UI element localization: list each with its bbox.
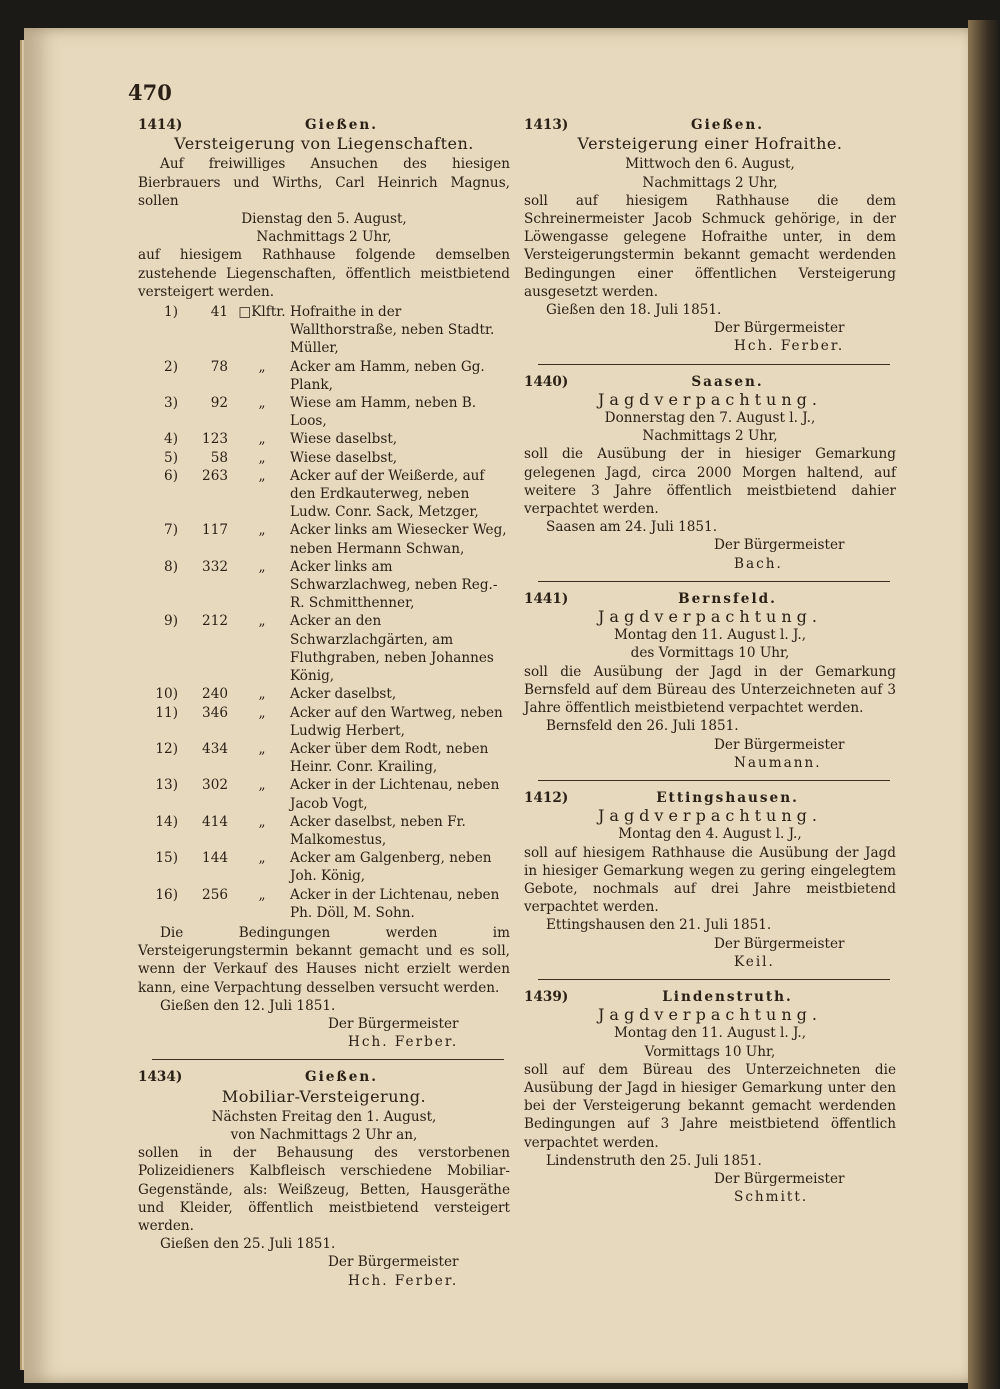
parcel-area: 117 — [202, 522, 228, 539]
parcel-description: Acker an den Schwarzlachgärten, am Fluthgraben, neben Johannes König, — [290, 613, 494, 685]
signature-name: Hch. Ferber. — [348, 1034, 459, 1051]
parcel-number: 11) — [155, 704, 178, 721]
parcel-unit: „ — [258, 686, 266, 703]
signature-name: Bach. — [734, 555, 783, 572]
notice-dateline: Saasen am 24. Juli 1851. — [546, 519, 718, 536]
divider — [538, 979, 890, 980]
notice-time: Nachmittags 2 Uhr, — [642, 174, 778, 191]
parcel-area: 212 — [202, 613, 228, 630]
notice-title: Versteigerung von Liegenschaften. — [174, 134, 474, 154]
parcel-number: 3) — [164, 395, 178, 412]
signature-name: Keil. — [734, 953, 775, 970]
notice-dateline: Ettingshausen den 21. Juli 1851. — [546, 917, 772, 934]
parcel-description: Acker links am Wiesecker Weg, neben Hermann Schwan, — [290, 522, 507, 557]
parcel-description: Acker auf den Wartweg, neben Ludwig Herbert, — [290, 704, 503, 739]
notice-title: Jagdverpachtung. — [597, 389, 822, 409]
parcel-row — [138, 813, 510, 849]
parcel-unit: „ — [258, 358, 266, 375]
notice-place: Ettingshausen. — [656, 789, 799, 806]
divider — [538, 364, 890, 365]
parcel-row — [138, 467, 510, 522]
notice-place: Gießen. — [304, 117, 378, 133]
parcel-number: 12) — [155, 740, 178, 757]
notice-text: soll auf dem Büreau des Unterzeichneten die Ausübung der Jagd in hiesiger Gemarkung unter den bei der Versteigerung bekannt gemacht werdenden Bedingungen auf 3 Jahre meistbietend öffentlich verpachtet werden. — [524, 1061, 896, 1151]
signature-title: Der Bürgermeister — [714, 736, 845, 753]
notice-date: Dienstag den 5. August, — [241, 211, 407, 228]
parcel-unit: „ — [258, 777, 266, 794]
parcel-row — [138, 521, 510, 557]
parcel-number: 5) — [164, 449, 178, 466]
parcel-unit: „ — [258, 449, 266, 466]
parcel-description: Acker am Hamm, neben Gg. Plank, — [290, 358, 485, 393]
parcel-row — [138, 685, 510, 703]
divider — [152, 1059, 504, 1060]
parcel-description: Wiese daselbst, — [290, 449, 398, 466]
parcel-description: Acker daselbst, neben Fr. Malkomestus, — [290, 813, 466, 848]
notice-text: soll die Ausübung der in hiesiger Gemarkung gelegenen Jagd, circa 2000 Morgen haltend, auf weitere 3 Jahre öffentlich meistbietend dahier verpachtet werden. — [524, 446, 896, 518]
notice-time: Vormittags 10 Uhr, — [644, 1043, 776, 1060]
parcel-description: Acker in der Lichtenau, neben Jacob Vogt, — [290, 777, 500, 812]
parcel-description: Acker links am Schwarzlachweg, neben Reg.-R. Schmitthenner, — [290, 558, 498, 612]
parcel-area: 346 — [202, 704, 228, 721]
parcel-row — [138, 849, 510, 885]
notice-1414 — [138, 116, 510, 1051]
notice-number: 1413) — [524, 117, 569, 133]
signature-name: Schmitt. — [734, 1189, 809, 1206]
signature-title: Der Bürgermeister — [714, 537, 845, 554]
parcel-description: Hofraithe in der Wallthorstraße, neben Stadtr. Müller, — [290, 304, 495, 357]
notice-number: 1412) — [524, 789, 569, 806]
notice-number: 1439) — [524, 988, 569, 1005]
parcel-row — [138, 704, 510, 740]
parcel-area: 434 — [202, 740, 228, 757]
notice-dateline: Gießen den 12. Juli 1851. — [160, 997, 336, 1014]
signature-title: Der Bürgermeister — [714, 935, 845, 952]
parcel-number: 16) — [155, 886, 178, 903]
parcel-area: 41 — [210, 304, 228, 321]
parcel-unit: „ — [258, 740, 266, 757]
signature-name: Naumann. — [734, 754, 822, 771]
notice-title: Jagdverpachtung. — [597, 607, 822, 627]
page-number: 470 — [128, 80, 172, 105]
parcel-number: 2) — [164, 358, 178, 375]
parcel-row — [138, 358, 510, 394]
signature-name: Hch. Ferber. — [734, 338, 845, 355]
parcel-area: 123 — [202, 431, 228, 448]
notice-text: soll auf hiesigem Rathhause die dem Schreinermeister Jacob Schmuck gehörige, in der Löwengasse gelegene Hofraithe unter, in dem Versteigerungstermin bekannt gemacht werdenden Bedingungen einer öffentlichen Versteigerung ausgesetzt werden. — [524, 192, 896, 300]
parcel-area: 240 — [202, 686, 228, 703]
parcel-number: 1) — [164, 304, 178, 321]
signature-title: Der Bürgermeister — [714, 1170, 845, 1187]
signature-name: Hch. Ferber. — [348, 1272, 459, 1289]
notice-intro: Auf freiwilliges Ansuchen des hiesigen Bierbrauers und Wirths, Carl Heinrich Magnus, sollen — [138, 156, 510, 209]
notice-dateline: Bernsfeld den 26. Juli 1851. — [546, 718, 739, 735]
parcel-description: Acker auf der Weißerde, auf den Erdkauterweg, neben Ludw. Conr. Sack, Metzger, — [290, 467, 485, 521]
parcel-row — [138, 612, 510, 685]
signature-title: Der Bürgermeister — [328, 1015, 459, 1032]
parcel-unit: „ — [258, 431, 266, 448]
parcel-unit: „ — [258, 886, 266, 903]
parcel-description: Wiese am Hamm, neben B. Loos, — [290, 395, 477, 430]
notice-title: Versteigerung einer Hofraithe. — [577, 134, 843, 154]
right-column — [524, 116, 896, 1206]
divider — [538, 581, 890, 582]
notice-time: des Vormittags 10 Uhr, — [630, 645, 790, 662]
signature-title: Der Bürgermeister — [328, 1254, 459, 1271]
parcel-number: 8) — [164, 558, 178, 575]
notice-closing: Die Bedingungen werden im Versteigerungstermin bekannt gemacht und es soll, wenn der Verkauf des Hauses nicht erzielt werden kann, eine Verpachtung desselben versucht werden. — [138, 924, 510, 996]
parcel-row — [138, 886, 510, 922]
notice-1439 — [524, 988, 896, 1206]
parcel-area: 332 — [202, 558, 228, 575]
notice-time: von Nachmittags 2 Uhr an, — [230, 1126, 418, 1143]
notice-date: Montag den 11. August l. J., — [613, 1025, 807, 1042]
parcel-row — [138, 740, 510, 776]
parcel-unit: „ — [258, 613, 266, 630]
notice-text: auf hiesigem Rathhause folgende demselben zustehende Liegenschaften, öffentlich meistbietend versteigert werden. — [138, 247, 510, 300]
parcel-area: 256 — [202, 886, 228, 903]
signature-title: Der Bürgermeister — [714, 320, 845, 337]
notice-number: 1414) — [138, 117, 183, 133]
notice-date: Nächsten Freitag den 1. August, — [211, 1108, 437, 1125]
notice-number: 1440) — [524, 373, 569, 390]
notice-dateline: Lindenstruth den 25. Juli 1851. — [546, 1152, 762, 1169]
parcel-number: 7) — [164, 522, 178, 539]
parcel-unit: „ — [258, 395, 266, 412]
parcel-row — [138, 776, 510, 812]
parcel-description: Wiese daselbst, — [290, 431, 398, 448]
parcel-number: 14) — [155, 813, 178, 830]
notice-place: Saasen. — [691, 373, 764, 390]
book-spine — [968, 20, 1000, 1389]
parcel-description: Acker in der Lichtenau, neben Ph. Döll, M. Sohn. — [290, 886, 500, 921]
parcel-number: 6) — [164, 467, 178, 484]
parcel-description: Acker am Galgenberg, neben Joh. König, — [290, 850, 492, 885]
parcel-unit: „ — [258, 813, 266, 830]
notice-1434 — [138, 1068, 510, 1289]
notice-text: soll auf hiesigem Rathhause die Ausübung der Jagd in hiesiger Gemarkung wegen zu gering eingelegtem Gebote, nochmals auf drei Jahre meistbietend verpachtet werden. — [524, 844, 896, 916]
parcel-area: 58 — [210, 449, 228, 466]
parcel-row — [138, 558, 510, 613]
notice-time: Nachmittags 2 Uhr, — [256, 229, 392, 246]
parcel-row — [138, 303, 510, 358]
parcel-unit: „ — [258, 522, 266, 539]
parcel-unit: □Klftr. — [238, 304, 286, 321]
parcel-list — [138, 303, 510, 922]
parcel-area: 92 — [210, 395, 228, 412]
parcel-row — [138, 449, 510, 467]
notice-place: Lindenstruth. — [662, 988, 793, 1005]
parcel-unit: „ — [258, 850, 266, 867]
parcel-area: 414 — [202, 813, 228, 830]
notice-number: 1434) — [138, 1069, 183, 1086]
notice-number: 1441) — [524, 590, 569, 607]
notice-1441 — [524, 590, 896, 772]
notice-time: Nachmittags 2 Uhr, — [642, 428, 778, 445]
notice-place: Gießen. — [690, 117, 764, 133]
notice-date: Montag den 11. August l. J., — [613, 627, 807, 644]
parcel-number: 4) — [164, 431, 178, 448]
parcel-number: 15) — [155, 850, 178, 867]
parcel-area: 78 — [210, 358, 228, 375]
parcel-area: 302 — [202, 777, 228, 794]
notice-title: Mobiliar-Versteigerung. — [221, 1086, 427, 1106]
parcel-area: 144 — [202, 850, 228, 867]
parcel-description: Acker über dem Rodt, neben Heinr. Conr. Krailing, — [290, 740, 489, 776]
notice-1413 — [524, 116, 896, 356]
parcel-unit: „ — [258, 704, 266, 721]
left-column — [138, 116, 510, 1290]
parcel-area: 263 — [202, 467, 228, 484]
notice-dateline: Gießen den 25. Juli 1851. — [160, 1236, 336, 1253]
notice-place: Bernsfeld. — [678, 590, 777, 607]
parcel-unit: „ — [258, 467, 266, 484]
parcel-row — [138, 430, 510, 448]
parcel-row — [138, 394, 510, 430]
notice-date: Donnerstag den 7. August l. J., — [604, 410, 816, 427]
notice-dateline: Gießen den 18. Juli 1851. — [546, 302, 722, 319]
parcel-number: 13) — [155, 777, 178, 794]
notice-text: sollen in der Behausung des verstorbenen Polizeidieners Kalbfleisch verschiedene Mobiliar-Gegenstände, als: Weißzeug, Betten, Hausgeräthe und Kleider, öffentlich meistbietend versteigert werden. — [138, 1145, 510, 1234]
notice-place: Gießen. — [304, 1069, 378, 1086]
notice-date: Montag den 4. August l. J., — [618, 826, 802, 843]
notice-1412 — [524, 789, 896, 971]
notice-title: Jagdverpachtung. — [597, 806, 822, 826]
notice-1440 — [524, 373, 896, 573]
parcel-number: 10) — [155, 686, 178, 703]
notice-title: Jagdverpachtung. — [597, 1005, 822, 1025]
parcel-number: 9) — [164, 613, 178, 630]
parcel-unit: „ — [258, 558, 266, 575]
parcel-description: Acker daselbst, — [290, 686, 397, 703]
notice-text: soll die Ausübung der Jagd in der Gemarkung Bernsfeld auf dem Büreau des Unterzeichneten auf 3 Jahre öffentlich meistbietend verpachtet werden. — [524, 663, 896, 717]
divider — [538, 780, 890, 781]
notice-date: Mittwoch den 6. August, — [625, 156, 795, 173]
